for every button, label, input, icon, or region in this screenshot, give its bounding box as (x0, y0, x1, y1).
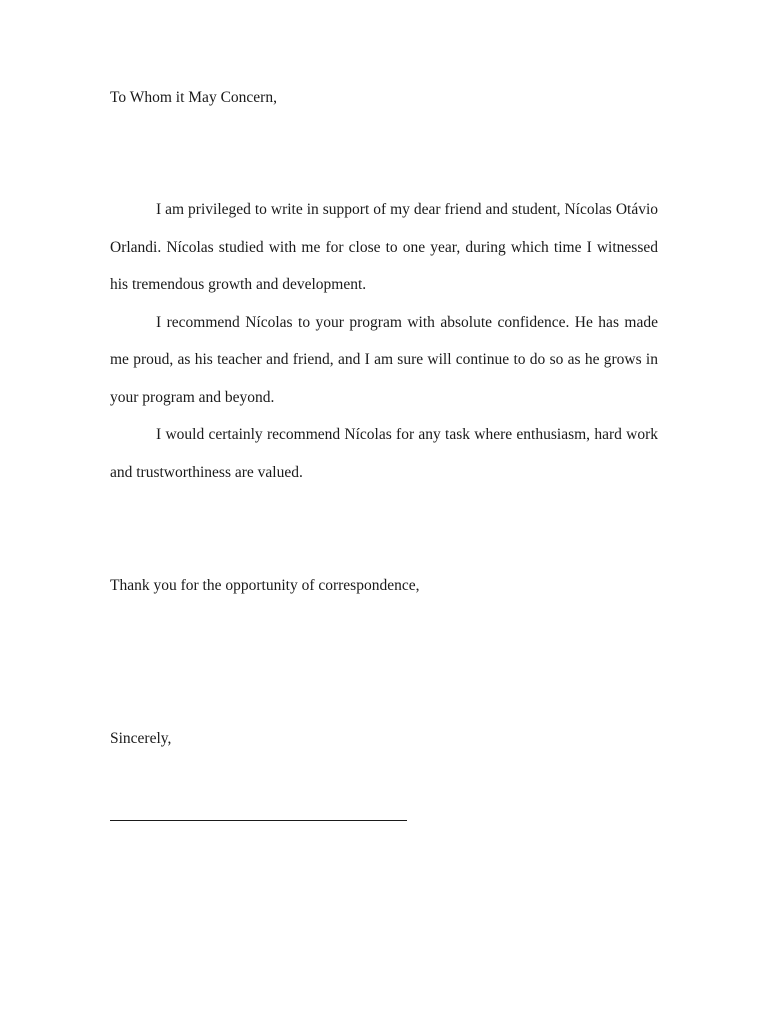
body-paragraph-3: I would certainly recommend Nícolas for any task where enthusiasm, hard work and trustworthiness are valued. (110, 426, 658, 481)
signature-line (110, 820, 407, 821)
body-paragraph-2: I recommend Nícolas to your program with absolute confidence. He has made me proud, as his teacher and friend, and I am sure will continue to do so as he grows in your program and beyond. (110, 313, 658, 406)
thanks-line: Thank you for the opportunity of correspondence, (110, 577, 420, 594)
salutation: To Whom it May Concern, (110, 89, 277, 106)
body-paragraph-1: I am privileged to write in support of my dear friend and student, Nícolas Otávio Orlandi. Nícolas studied with me for close to one year, during which time I witnessed his tremendous growth and development. (110, 201, 658, 293)
letter-body (110, 191, 658, 491)
closing: Sincerely, (110, 730, 172, 747)
